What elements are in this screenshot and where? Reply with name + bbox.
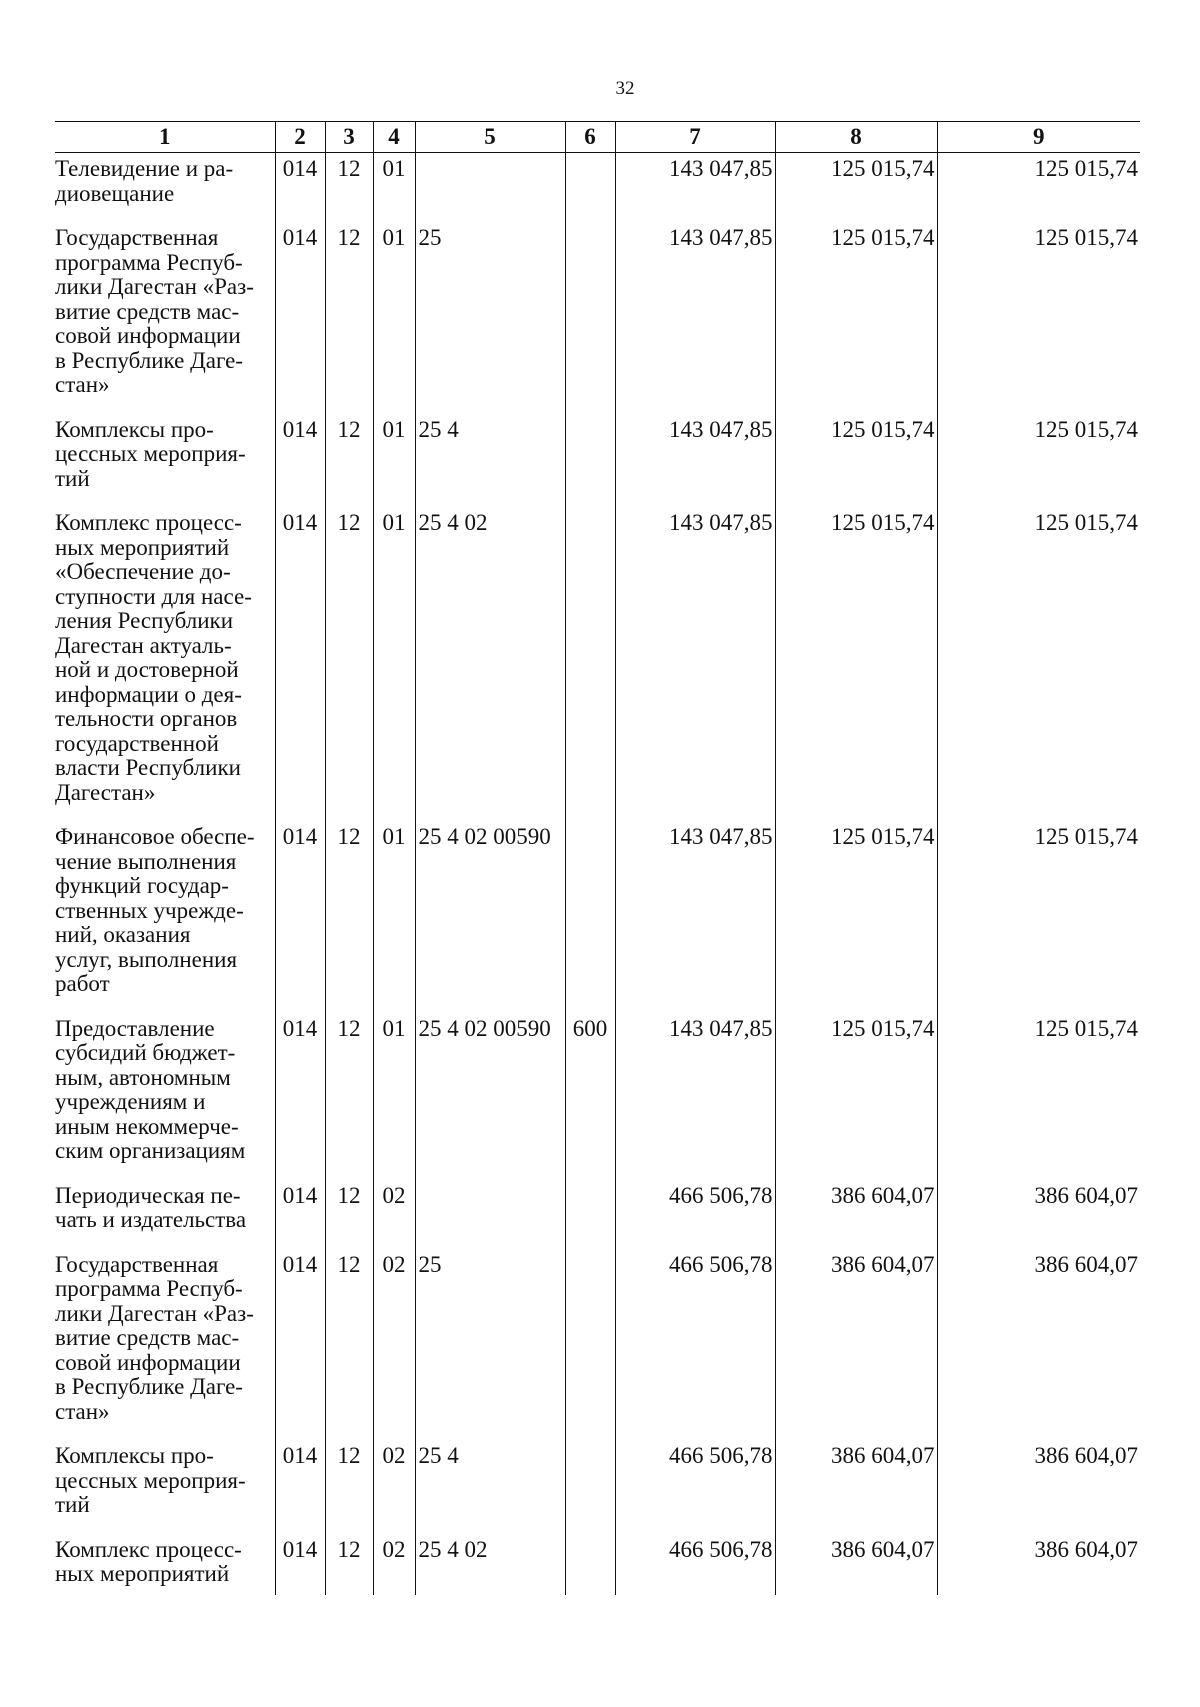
row-code-6 [565, 507, 615, 821]
row-code-5: 25 4 02 [415, 507, 565, 821]
column-header: 7 [615, 122, 775, 153]
row-code-6 [565, 153, 615, 223]
column-header: 4 [373, 122, 415, 153]
row-amount-9: 125 015,74 [937, 414, 1140, 508]
row-code-5: 25 4 02 00590 [415, 821, 565, 1013]
header-row [55, 122, 1140, 153]
row-code-3: 12 [325, 1013, 373, 1180]
row-code-6 [565, 821, 615, 1013]
row-code-3: 12 [325, 1534, 373, 1595]
row-name: Государственная программа Респуб- лики Дагестан «Раз- витие средств мас- совой информации в Республике Даге- стан» [55, 1251, 254, 1424]
row-code-2: 014 [275, 507, 325, 821]
row-amount-7: 143 047,85 [615, 222, 775, 414]
row-amount-9: 125 015,74 [937, 1013, 1140, 1180]
column-header: 6 [565, 122, 615, 153]
column-header: 5 [415, 122, 565, 153]
row-amount-7: 143 047,85 [615, 507, 775, 821]
row-name: Телевидение и ра- диовещание [55, 156, 234, 206]
row-code-3: 12 [325, 1249, 373, 1441]
row-name: Комплексы про- цессных мероприя- тий [55, 416, 246, 491]
row-name: Комплекс процесс- ных мероприятий [55, 1536, 242, 1586]
row-amount-7: 466 506,78 [615, 1440, 775, 1534]
row-code-2: 014 [275, 414, 325, 508]
row-code-2: 014 [275, 1180, 325, 1249]
row-amount-8: 386 604,07 [775, 1249, 937, 1441]
row-amount-8: 125 015,74 [775, 821, 937, 1013]
row-code-4: 02 [373, 1440, 415, 1534]
row-amount-8: 125 015,74 [775, 507, 937, 821]
row-code-4: 01 [373, 153, 415, 223]
row-amount-7: 143 047,85 [615, 1013, 775, 1180]
row-code-3: 12 [325, 414, 373, 508]
row-amount-8: 386 604,07 [775, 1440, 937, 1534]
table-row [55, 1249, 1140, 1441]
row-amount-9: 386 604,07 [937, 1534, 1140, 1595]
table-row [55, 1180, 1140, 1249]
row-code-6 [565, 1249, 615, 1441]
row-code-3: 12 [325, 507, 373, 821]
row-code-3: 12 [325, 222, 373, 414]
row-amount-8: 386 604,07 [775, 1534, 937, 1595]
row-amount-8: 386 604,07 [775, 1180, 937, 1249]
row-code-5: 25 4 [415, 1440, 565, 1534]
row-code-2: 014 [275, 1440, 325, 1534]
row-code-5: 25 4 [415, 414, 565, 508]
row-code-4: 01 [373, 507, 415, 821]
table-row [55, 414, 1140, 508]
table-row [55, 153, 1140, 223]
row-code-2: 014 [275, 1013, 325, 1180]
table-row [55, 821, 1140, 1013]
table-row [55, 1013, 1140, 1180]
row-code-4: 02 [373, 1534, 415, 1595]
row-code-5: 25 [415, 222, 565, 414]
row-code-3: 12 [325, 821, 373, 1013]
column-header: 3 [325, 122, 373, 153]
row-code-3: 12 [325, 1180, 373, 1249]
row-name: Комплексы про- цессных мероприя- тий [55, 1443, 246, 1517]
row-code-5: 25 4 02 [415, 1534, 565, 1595]
table-body [55, 153, 1140, 1595]
row-code-4: 02 [373, 1180, 415, 1249]
row-code-4: 01 [373, 821, 415, 1013]
row-amount-7: 143 047,85 [615, 153, 775, 223]
row-code-4: 01 [373, 414, 415, 508]
row-code-5: 25 [415, 1249, 565, 1441]
row-amount-7: 143 047,85 [615, 414, 775, 508]
column-header: 8 [775, 122, 937, 153]
row-amount-9: 125 015,74 [937, 222, 1140, 414]
row-code-3: 12 [325, 153, 373, 223]
row-code-4: 02 [373, 1249, 415, 1441]
row-amount-9: 386 604,07 [937, 1249, 1140, 1441]
table-row [55, 222, 1140, 414]
budget-table [55, 121, 1140, 1595]
row-code-2: 014 [275, 153, 325, 223]
row-amount-9: 386 604,07 [937, 1440, 1140, 1534]
page-number: 32 [615, 78, 635, 99]
row-name: Комплекс процесс- ных мероприятий «Обеспечение до- ступности для насе- ления Республики Дагестан актуаль- ной и достоверной информации о дея- тельности органов государственной власти Республики Дагестан» [55, 510, 252, 805]
row-amount-8: 125 015,74 [775, 1013, 937, 1180]
row-code-6 [565, 222, 615, 414]
row-code-2: 014 [275, 821, 325, 1013]
column-header: 1 [55, 122, 275, 153]
table-row [55, 1440, 1140, 1534]
row-code-6 [565, 1440, 615, 1534]
row-code-5: 25 4 02 00590 [415, 1013, 565, 1180]
row-code-2: 014 [275, 222, 325, 414]
row-amount-9: 125 015,74 [937, 153, 1140, 223]
row-code-5 [415, 1180, 565, 1249]
row-amount-9: 386 604,07 [937, 1180, 1140, 1249]
row-code-6: 600 [565, 1013, 615, 1180]
row-name: Периодическая пе- чать и издательства [55, 1182, 247, 1232]
row-amount-9: 125 015,74 [937, 507, 1140, 821]
row-code-2: 014 [275, 1534, 325, 1595]
table-row [55, 1534, 1140, 1595]
table-row [55, 507, 1140, 821]
row-name: Государственная программа Респуб- лики Дагестан «Раз- витие средств мас- совой информации в Республике Даге- стан» [55, 225, 254, 397]
row-amount-8: 125 015,74 [775, 414, 937, 508]
row-amount-8: 125 015,74 [775, 153, 937, 223]
column-header: 2 [275, 122, 325, 153]
row-amount-7: 466 506,78 [615, 1180, 775, 1249]
column-header: 9 [937, 122, 1140, 153]
row-amount-7: 143 047,85 [615, 821, 775, 1013]
row-code-6 [565, 414, 615, 508]
row-code-6 [565, 1534, 615, 1595]
row-code-4: 01 [373, 1013, 415, 1180]
row-amount-9: 125 015,74 [937, 821, 1140, 1013]
row-amount-7: 466 506,78 [615, 1249, 775, 1441]
row-code-6 [565, 1180, 615, 1249]
row-code-3: 12 [325, 1440, 373, 1534]
row-name: Финансовое обеспе- чение выполнения функций государ- ственных учрежде- ний, оказания услуг, выполнения работ [55, 824, 255, 996]
row-name: Предоставление субсидий бюджет- ным, автономным учреждениям и иным некоммерче- ским организациям [55, 1015, 246, 1163]
row-code-5 [415, 153, 565, 223]
row-code-2: 014 [275, 1249, 325, 1441]
row-amount-7: 466 506,78 [615, 1534, 775, 1595]
row-amount-8: 125 015,74 [775, 222, 937, 414]
row-code-4: 01 [373, 222, 415, 414]
